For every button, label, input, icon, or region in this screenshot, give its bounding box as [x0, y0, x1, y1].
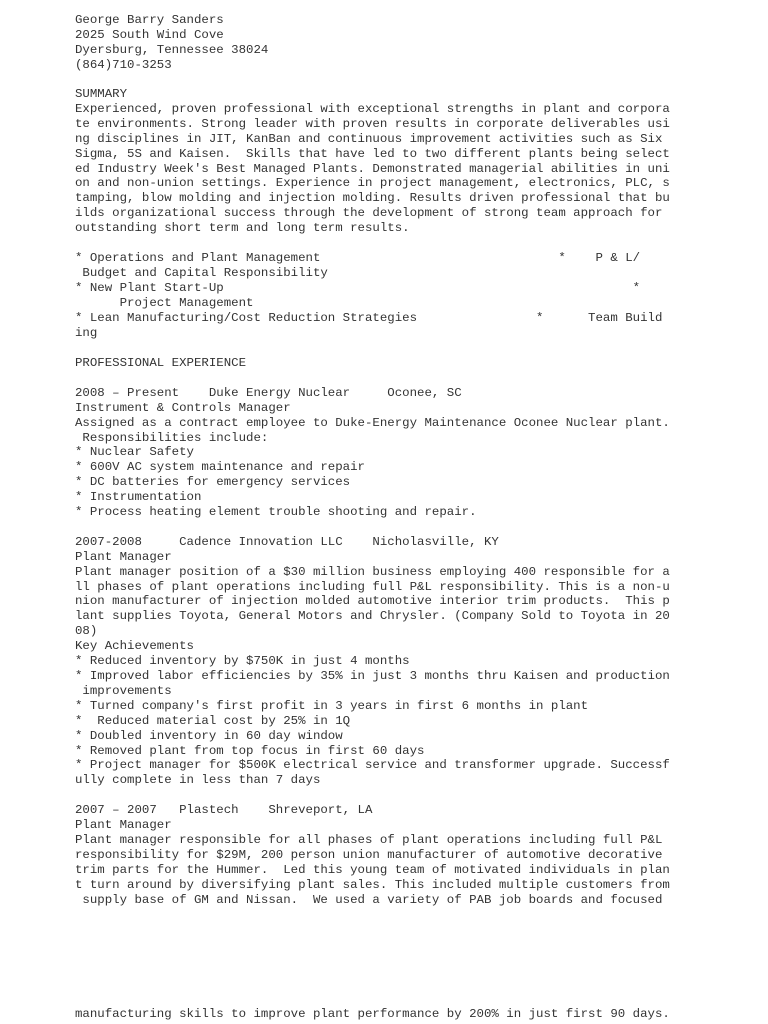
text-line: 08) [75, 624, 98, 639]
text-line: improvements [75, 683, 172, 698]
text-line: PROFESSIONAL EXPERIENCE [75, 356, 247, 370]
summary-section [75, 87, 670, 236]
text-line: * 600V AC system maintenance and repair [75, 460, 365, 475]
text-line: * Turned company's first profit in 3 years in first 6 months in plant [75, 698, 589, 713]
text-line: * Doubled inventory in 60 day window [75, 728, 343, 743]
text-line: responsibility for $29M, 200 person union manufacturer of automotive decorative [75, 847, 663, 862]
text-line: Assigned as a contract employee to Duke-Energy Maintenance Oconee Nuclear plant. [75, 415, 670, 430]
text-line [75, 788, 670, 803]
text-line: 2008 – Present Duke Energy Nuclear Oconee, SC [75, 385, 462, 400]
skills-section [75, 251, 662, 340]
text-line [75, 520, 670, 535]
text-line: * Instrumentation [75, 490, 202, 505]
text-line: Plant manager responsible for all phases of plant operations including full P&L [75, 832, 663, 847]
text-line: SUMMARY [75, 87, 128, 101]
experience-section [75, 356, 670, 907]
text-line: Sigma, 5S and Kaisen. Skills that have led to two different plants being select [75, 146, 670, 161]
text-line: * New Plant Start-Up * [75, 280, 641, 295]
text-line: * Project manager for $500K electrical service and transformer upgrade. Successf [75, 758, 670, 773]
text-line: Dyersburg, Tennessee 38024 [75, 42, 269, 57]
text-line: ed Industry Week's Best Managed Plants. Demonstrated managerial abilities in uni [75, 161, 670, 176]
text-line: ing [75, 325, 98, 340]
text-line: * Process heating element trouble shooting and repair. [75, 505, 477, 520]
text-line: * Nuclear Safety [75, 445, 194, 460]
text-line: Plant Manager [75, 818, 172, 833]
text-line: te environments. Strong leader with proven results in corporate deliverables usi [75, 116, 670, 131]
text-line: t turn around by diversifying plant sales. This included multiple customers from [75, 877, 670, 892]
text-line: Responsibilities include: [75, 430, 269, 445]
text-line: ll phases of plant operations including full P&L responsibility. This is a non-u [75, 579, 670, 594]
text-line: Key Achievements [75, 639, 194, 654]
text-line: nion manufacturer of injection molded automotive interior trim products. This p [75, 594, 670, 609]
text-line: on and non-union settings. Experience in project management, electronics, PLC, s [75, 176, 670, 191]
text-line: Plant manager position of a $30 million business employing 400 responsible for a [75, 564, 670, 579]
contact-block [75, 13, 268, 73]
text-line: * Lean Manufacturing/Cost Reduction Strategies * Team Build [75, 310, 663, 325]
text-line: * Improved labor efficiencies by 35% in just 3 months thru Kaisen and production [75, 669, 670, 683]
text-line: Budget and Capital Responsibility [75, 265, 328, 280]
text-line: * Reduced material cost by 25% in 1Q [75, 713, 351, 728]
text-line: lant supplies Toyota, General Motors and Chrysler. (Company Sold to Toyota in 20 [75, 609, 670, 624]
text-line: tamping, blow molding and injection molding. Results driven professional that bu [75, 191, 670, 206]
text-line: Experienced, proven professional with exceptional strengths in plant and corpora [75, 101, 670, 116]
text-line: trim parts for the Hummer. Led this young team of motivated individuals in plan [75, 862, 670, 877]
text-line: 2007-2008 Cadence Innovation LLC Nicholasville, KY [75, 534, 499, 549]
text-line: (864)710-3253 [75, 57, 172, 72]
text-line: George Barry Sanders [75, 13, 224, 27]
text-line: 2007 – 2007 Plastech Shreveport, LA [75, 803, 373, 818]
text-line: Project Management [75, 295, 254, 310]
text-line: * Operations and Plant Management * P & L/ [75, 251, 641, 265]
text-line: * Removed plant from top focus in first 60 days [75, 743, 425, 758]
text-line: ilds organizational success through the development of strong team approach for [75, 206, 663, 221]
text-line: 2025 South Wind Cove [75, 27, 224, 42]
text-line: * Reduced inventory by $750K in just 4 months [75, 654, 410, 669]
page-bottom-line [75, 1007, 670, 1022]
text-line: Instrument & Controls Manager [75, 400, 291, 415]
text-line: supply base of GM and Nissan. We used a variety of PAB job boards and focused [75, 892, 663, 907]
text-line: manufacturing skills to improve plant performance by 200% in just first 90 days. [75, 1007, 670, 1021]
text-line: Plant Manager [75, 549, 172, 564]
text-line: outstanding short term and long term results. [75, 221, 410, 236]
text-line: ng disciplines in JIT, KanBan and continuous improvement activities such as Six [75, 131, 663, 146]
text-line: ully complete in less than 7 days [75, 773, 321, 788]
text-line: * DC batteries for emergency services [75, 475, 351, 490]
text-line [75, 371, 670, 386]
